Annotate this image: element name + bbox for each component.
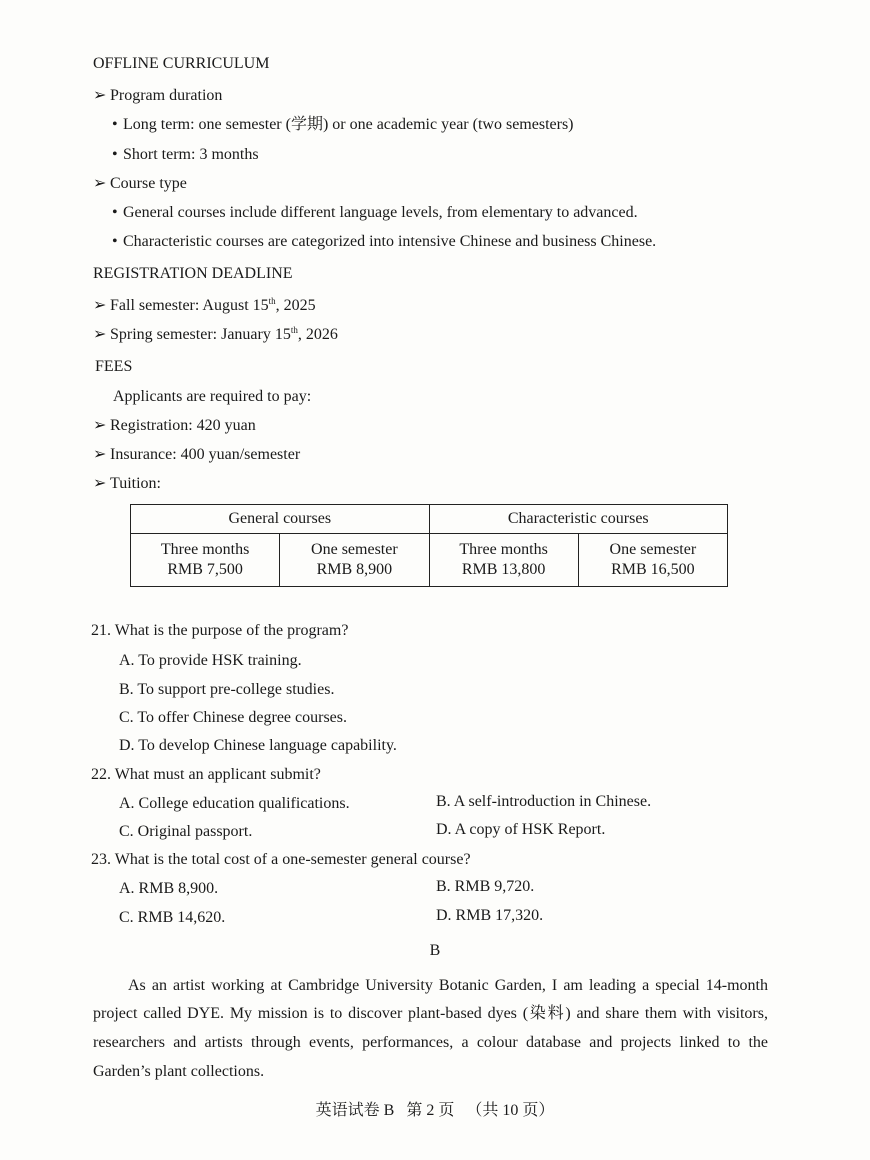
price: RMB 8,900 [316, 561, 393, 578]
table-header-general: General courses [131, 505, 430, 534]
fees-intro: Applicants are required to pay: [113, 388, 312, 405]
duration-item [112, 145, 259, 165]
term: Three months [160, 541, 250, 558]
arrow-bullet-icon: ➢ [93, 326, 107, 343]
question-23: 23. What is the total cost of a one-semester general course? [91, 851, 471, 868]
option: A. To provide HSK training. [119, 652, 302, 669]
arrow-bullet-icon: ➢ [93, 87, 107, 104]
text: Registration: 420 yuan [110, 417, 256, 434]
table-cell [131, 534, 280, 587]
option: B. RMB 9,720. [436, 878, 535, 895]
term: One semester [311, 541, 398, 558]
sup: th [290, 325, 298, 335]
offline-heading: OFFLINE CURRICULUM [93, 55, 270, 72]
option: A. RMB 8,900. [119, 880, 219, 897]
arrow-bullet-icon: ➢ [93, 446, 107, 463]
course-type-item [112, 232, 656, 252]
registration-heading: REGISTRATION DEADLINE [93, 265, 293, 282]
passage-line: As an artist working at Cambridge University Botanic Garden, I am leading a special 14-month [128, 977, 768, 994]
question-21: 21. What is the purpose of the program? [91, 622, 349, 639]
table-cell [578, 534, 727, 587]
fall-deadline [93, 296, 316, 316]
label: Course type [110, 175, 187, 192]
label: Program duration [110, 87, 223, 104]
fees-heading: FEES [95, 358, 133, 375]
option: D. A copy of HSK Report. [436, 821, 606, 838]
item-text: Short term: 3 months [123, 146, 259, 163]
option: C. RMB 14,620. [119, 909, 226, 926]
table-cell [280, 534, 429, 587]
text: Tuition: [110, 475, 161, 492]
arrow-bullet-icon: ➢ [93, 297, 107, 314]
bullet-icon: • [112, 146, 118, 163]
price: RMB 7,500 [167, 561, 243, 578]
fee-item [93, 445, 300, 465]
fee-item [93, 416, 256, 436]
option: B. To support pre-college studies. [119, 681, 335, 698]
section-b-label: B [429, 942, 441, 959]
sup: th [268, 296, 276, 306]
passage-line: project called DYE. My mission is to discover plant-based dyes (染料) and share them with visitors, [93, 1005, 768, 1022]
option: B. A self-introduction in Chinese. [436, 793, 652, 810]
question-22: 22. What must an applicant submit? [91, 766, 321, 783]
term: One semester [609, 541, 697, 558]
fee-item [93, 474, 161, 494]
item-text: Long term: one semester (学期) or one academic year (two semesters) [123, 116, 574, 133]
bullet-icon: • [112, 233, 118, 250]
term: Three months [459, 541, 548, 558]
bullet-icon: • [112, 116, 118, 133]
passage-line: Garden’s plant collections. [93, 1063, 265, 1080]
item-text: General courses include different language levels, from elementary to advanced. [123, 204, 638, 221]
text: Insurance: 400 yuan/semester [110, 446, 301, 463]
table-cell [429, 534, 578, 587]
text: , 2025 [275, 297, 316, 314]
duration-label [93, 86, 222, 106]
tuition-table [130, 504, 728, 587]
arrow-bullet-icon: ➢ [93, 417, 107, 434]
option: D. RMB 17,320. [436, 907, 544, 924]
arrow-bullet-icon: ➢ [93, 475, 107, 492]
course-type-item [112, 203, 638, 223]
spring-deadline [93, 325, 338, 345]
course-type-label [93, 174, 187, 194]
text: , 2026 [297, 326, 338, 343]
arrow-bullet-icon: ➢ [93, 175, 107, 192]
passage-line: researchers and artists through events, performances, a colour database and projects linked to the [93, 1034, 768, 1051]
price: RMB 16,500 [611, 561, 695, 578]
page-footer: 英语试卷 B 第 2 页 （共 10 页） [315, 1102, 555, 1119]
duration-item [112, 115, 574, 135]
item-text: Characteristic courses are categorized into intensive Chinese and business Chinese. [123, 233, 657, 250]
option: A. College education qualifications. [119, 795, 350, 812]
text: Fall semester: August 15 [110, 297, 269, 314]
option: C. Original passport. [119, 823, 253, 840]
table-header-characteristic: Characteristic courses [429, 505, 728, 534]
price: RMB 13,800 [461, 561, 546, 578]
bullet-icon: • [112, 204, 118, 221]
text: Spring semester: January 15 [110, 326, 291, 343]
option: C. To offer Chinese degree courses. [119, 709, 347, 726]
option: D. To develop Chinese language capability. [119, 737, 397, 754]
